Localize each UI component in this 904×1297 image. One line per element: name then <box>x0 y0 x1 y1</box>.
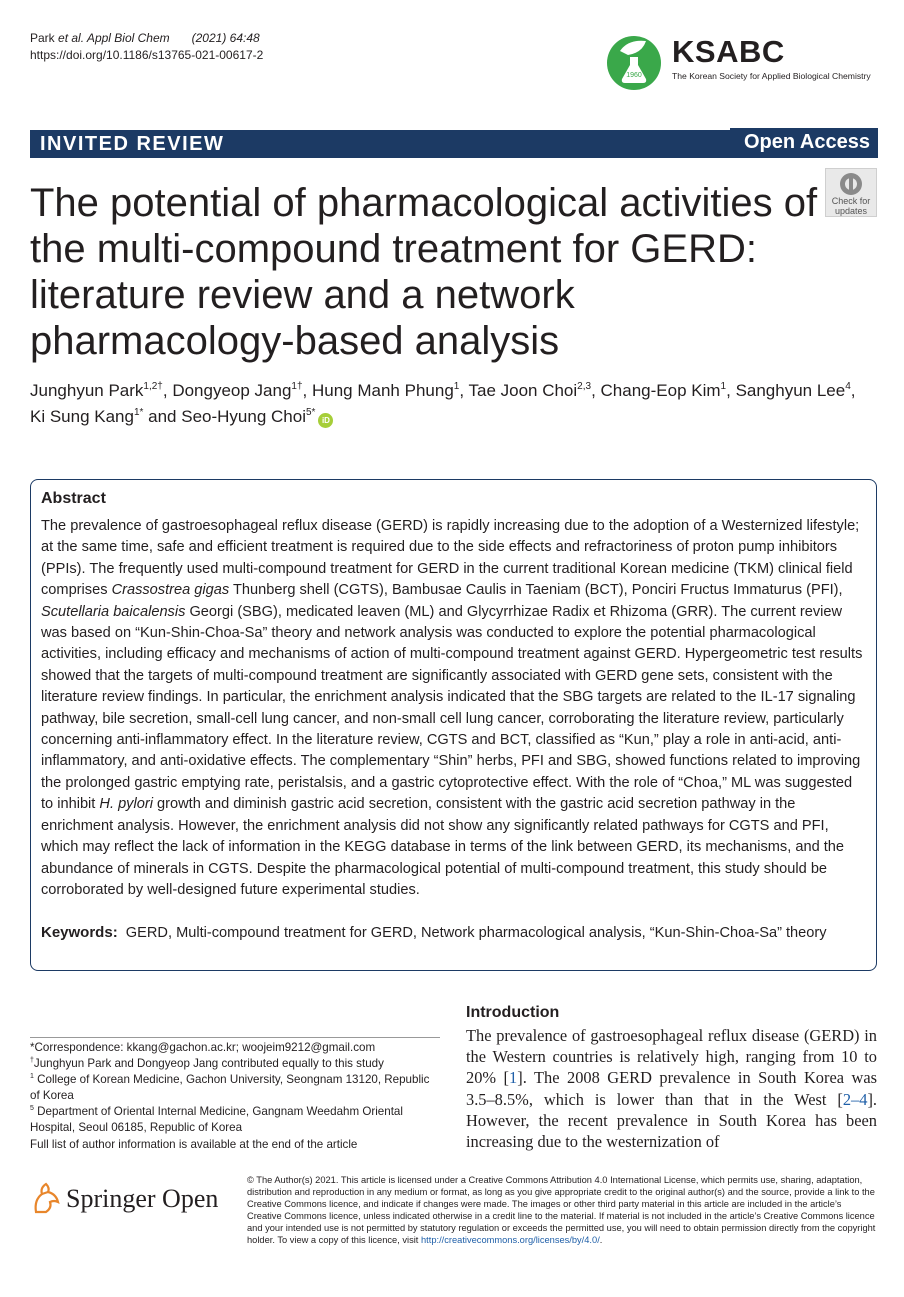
author-list <box>30 378 878 430</box>
author-name: Hung Manh Phung <box>312 381 454 400</box>
author-name: Dongyeop Jang <box>172 381 292 400</box>
author-affiliation: 1 <box>720 381 727 392</box>
license-text <box>247 1174 877 1246</box>
species-name: Scutellaria baicalensis <box>41 603 186 620</box>
author-separator: , <box>726 381 736 400</box>
author-name: Chang‑Eop Kim <box>600 381 721 400</box>
open-access-label: Open Access <box>730 128 878 158</box>
publisher-name: KSABC <box>672 34 785 69</box>
equal-contribution-text: Junghyun Park and Dongyeop Jang contributed equally to this study <box>33 1057 384 1071</box>
abstract-segment: Thunberg shell (CGTS), Bambusae Caulis in Taeniam (BCT), Ponciri Fructus Immaturus (PFI), <box>229 582 843 599</box>
keywords <box>41 922 867 944</box>
crossmark-line1: Check for <box>831 196 871 206</box>
abstract-text <box>41 516 867 901</box>
author-affiliation: 1,2† <box>143 381 163 392</box>
author-separator: , <box>459 381 469 400</box>
footnotes <box>30 1037 440 1153</box>
species-name: H. pylori <box>99 796 153 813</box>
abstract-segment: The prevalence of gastroesophageal reflux disease (GERD) is rapidly increasing due to the adoption of a Westernized lifestyle; at the same time, safe and efficient treatment is required due to the side effects and refractoriness of proton pump inhibitors (PPIs). The frequently used multi-compound treatment for GERD in the current traditional Korean medicine (TKM) clinical field comprises <box>41 518 860 599</box>
journal-reference <box>30 30 263 64</box>
crossmark-icon <box>839 172 863 196</box>
author-affiliation: 1† <box>291 381 303 392</box>
abstract-segment: growth and diminish gastric acid secretion, consistent with the gastric acid secretion pathway in the enrichment analysis. However, the enrichment analysis did not show any significantly related pathways for CGTS and PFI, which may reflect the lack of information in the KEGG database in terms of the link between GERD, its mechanisms, and the abundance of minerals in CGTS. Despite the pharmacological potential of multi-compound treatment, this study should be corroborated by well-designed future experimental studies. <box>41 796 845 898</box>
author-separator: , <box>850 381 856 400</box>
species-name: Crassostrea gigas <box>111 582 230 599</box>
author-affiliation: 4 <box>845 381 851 392</box>
check-for-updates-badge[interactable] <box>825 168 877 217</box>
abstract-segment: Georgi (SBG), medicated leaven (ML) and Glycyrrhizae Radix et Rhizoma (GRR). The current review was based on “Kun-Shin-Choa-Sa” theory and network analysis was conducted to explore the potential pharmacological activities, including efficacy and mechanisms of action of multi-compound treatment against GERD. Hypergeometric test results showed that the targets of multi-compound treatment are significantly associated with GERD gene sets, consistent with the literature review findings. In particular, the enrichment analysis indicated that the SBG targets are related to the IL-17 signaling pathway, bile secretion, small-cell lung cancer, and non-small cell lung cancer, corroborating the literature review, particularly concerning anti-inflammatory effect. In the literature review, CGTS and BCT, classified as “Kun,” play a role in anti-acid, anti-inflammatory, and anti-oxidative effects. The complementary “Shin” herbs, PFI and SBG, showed functions related to improving the prolonged gastric emptying rate, peristalsis, and a gastric cytoprotective effect. With the role of “Choa,” ML was suggested to inhibit <box>41 603 863 813</box>
footnote-mark: † <box>30 1057 34 1065</box>
affiliation-text: College of Korean Medicine, Gachon University, Seongnam 13120, Republic of Korea <box>30 1073 430 1103</box>
introduction-heading: Introduction <box>466 1004 560 1021</box>
citation-link[interactable]: 1 <box>509 1068 518 1088</box>
author-affiliation: 5* <box>305 407 316 418</box>
author-name: Sanghyun Lee <box>735 381 846 400</box>
correspondence-note <box>30 1040 440 1056</box>
author-affiliation: 2,3 <box>577 381 592 392</box>
license-end: . <box>599 1235 603 1245</box>
author-separator: , <box>302 381 312 400</box>
license-link[interactable]: http://creativecommons.org/licenses/by/4.0/ <box>420 1235 600 1245</box>
correspondence-text: Correspondence: kkang@gachon.ac.kr; woojeim9212@gmail.com <box>34 1041 376 1054</box>
affiliation-5 <box>30 1104 440 1136</box>
author-separator: and <box>143 407 182 426</box>
author-short: Park <box>30 31 55 45</box>
intro-segment: ]. However, the recent prevalence in South Korea has been increasing due to the westernization of <box>466 1089 877 1152</box>
author-affiliation: 1 <box>453 381 460 392</box>
intro-segment: ]. The 2008 GERD prevalence in South Korea was 3.5–8.5%, which is lower than that in the West [ <box>466 1068 877 1109</box>
author-separator: , <box>591 381 601 400</box>
license-body: © The Author(s) 2021. This article is licensed under a Creative Commons Attribution 4.0 International License, which permits use, sharing, adaptation, distribution and reproduction in any medium or format, as long as you give appropriate credit to the original author(s) and the source, provide a link to the Creative Commons licence, and indicate if changes were made. The images or other third party material in this article are included in the article’s Creative Commons licence, unless indicated otherwise in a credit line to the material. If material is not included in the article’s Creative Commons licence and your intended use is not permitted by statutory regulation or exceeds the permitted use, you will need to obtain permission directly from the copyright holder. To view a copy of this licence, visit <box>247 1175 876 1245</box>
journal-name: et al. Appl Biol Chem <box>58 31 170 45</box>
keywords-label: Keywords: <box>41 924 118 941</box>
footnote-mark: 1 <box>30 1073 34 1081</box>
article-type-label: INVITED REVIEW <box>40 133 225 155</box>
affiliation-text: Department of Oriental Internal Medicine, Gangnam Weedahm Oriental Hospital, Seoul 06185, Republic of Korea <box>30 1105 403 1135</box>
author-affiliation: 1* <box>133 407 144 418</box>
affiliation-1 <box>30 1072 440 1104</box>
footnote-mark: 5 <box>30 1105 34 1113</box>
abstract-box <box>30 479 877 971</box>
author-name: Tae Joon Choi <box>468 381 578 400</box>
intro-segment: The prevalence of gastroesophageal reflux disease (GERD) in the Western countries is relatively high, ranging from 10 to 20% [ <box>466 1026 877 1088</box>
logo-year: 1960 <box>626 72 642 79</box>
author-name: Seo‑Hyung Choi <box>181 407 306 426</box>
article-title: The potential of pharmacological activities of the multi-compound treatment for GERD: literature review and a network pharmacology-based analysis <box>30 181 818 363</box>
orcid-icon[interactable]: iD <box>318 413 333 428</box>
keywords-text: GERD, Multi-compound treatment for GERD, Network pharmacological analysis, “Kun-Shin-Choa-Sa” theory <box>125 925 827 941</box>
crossmark-line2: updates <box>834 206 868 216</box>
ksabc-logo <box>606 33 878 91</box>
article-type-banner <box>30 130 878 158</box>
springer-open: Open <box>162 1184 219 1213</box>
full-author-info-note: Full list of author information is available at the end of the article <box>30 1137 358 1151</box>
volume-page: (2021) 64:48 <box>191 31 260 45</box>
doi-link[interactable]: https://doi.org/10.1186/s13765-021-00617-2 <box>30 48 264 62</box>
abstract-heading: Abstract <box>41 490 106 507</box>
equal-contribution-note <box>30 1056 440 1072</box>
citation-link[interactable]: 2–4 <box>842 1089 868 1109</box>
author-name: Junghyun Park <box>30 381 144 400</box>
author-name: Ki Sung Kang <box>30 407 134 426</box>
springer-horse-icon <box>30 1180 64 1216</box>
publisher-full-name: The Korean Society for Applied Biological Chemistry <box>672 71 871 81</box>
flask-leaf-icon <box>606 33 666 93</box>
springer-name: Springer <box>66 1184 156 1213</box>
springer-open-logo <box>30 1180 230 1220</box>
author-separator: , <box>162 381 173 400</box>
introduction-text <box>466 1025 877 1152</box>
footnote-mark: * <box>30 1041 35 1054</box>
